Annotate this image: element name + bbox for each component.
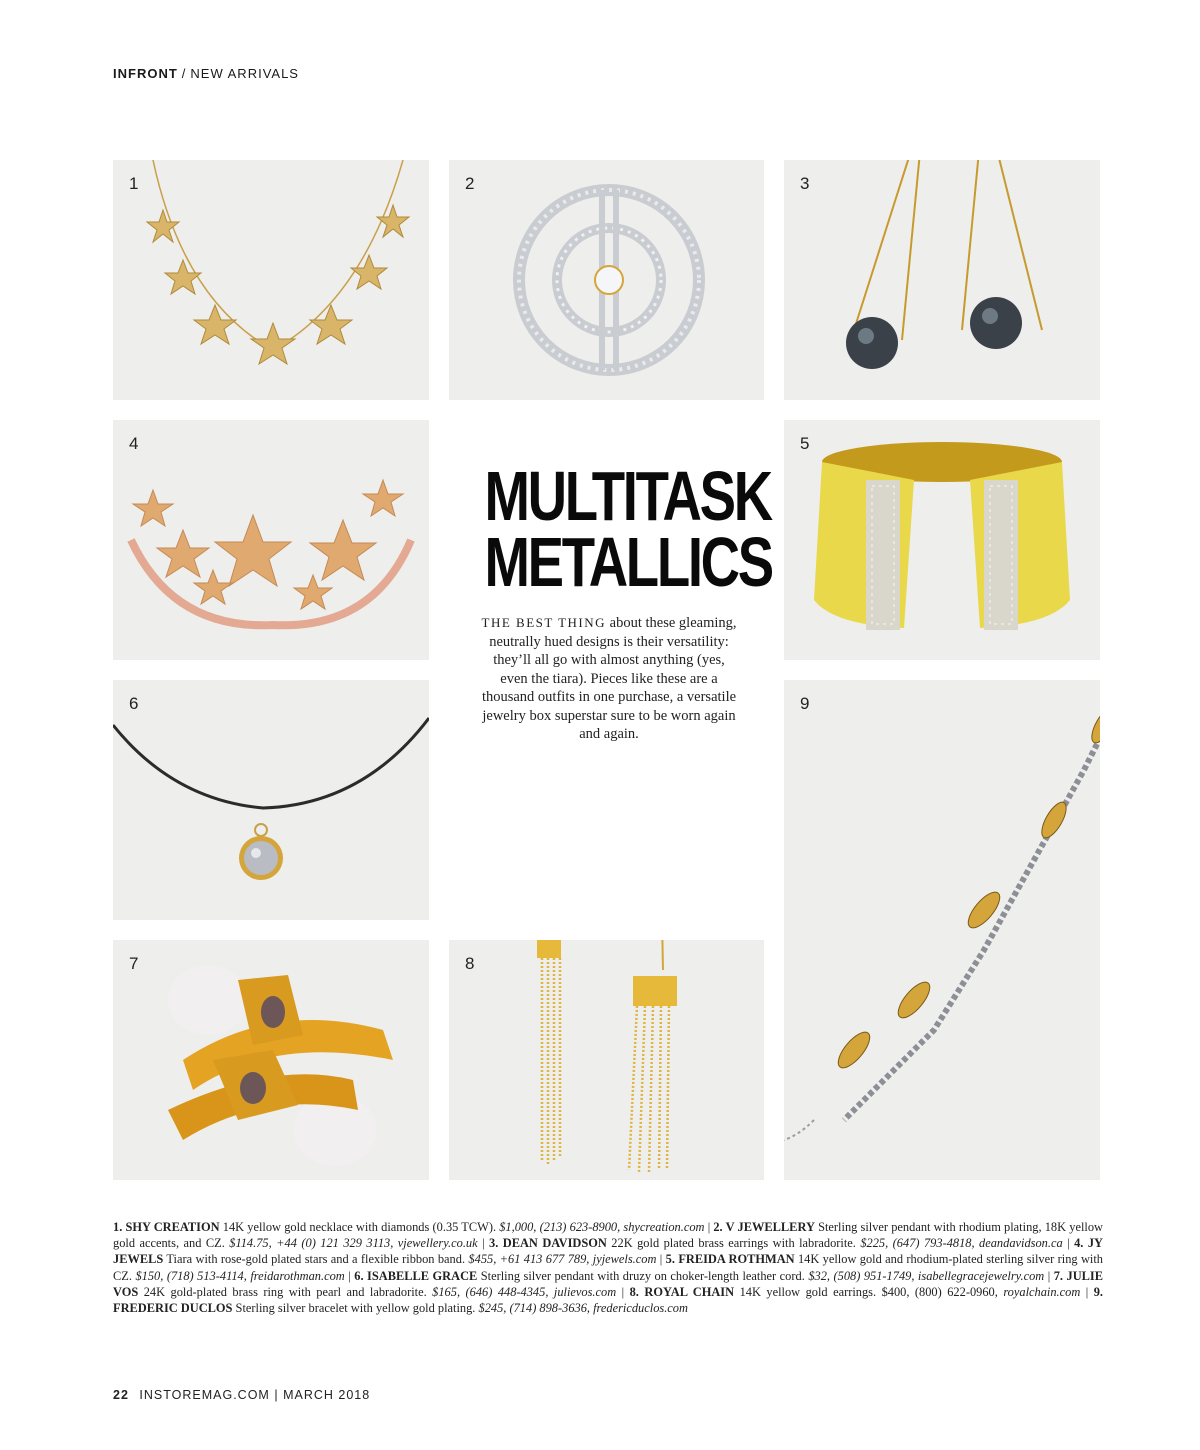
credit-separator: | [704,1220,714,1234]
credit-description: 22K gold plated brass earrings with labradorite. [606,1236,861,1251]
credit-separator: | [1062,1236,1075,1251]
drop-earrings-icon [784,160,1100,400]
credit-info[interactable]: $114.75, +44 (0) 121 329 3113, vjewellery.co.uk [229,1236,478,1251]
footer-separator: | [274,1388,279,1402]
credit-brand: 7. JULIE VOS [113,1268,1104,1299]
product-tile-3[interactable] [784,160,1100,400]
credit-description: 14K yellow gold and rhodium-plated sterling silver ring with CZ. [113,1252,1103,1283]
product-tile-6[interactable] [113,680,429,920]
credit-info[interactable]: royalchain.com [1003,1284,1081,1299]
credit-info[interactable]: $1,000, (213) 623-8900, shycreation.com [499,1220,705,1234]
credit-brand: 3. DEAN DAVIDSON [489,1236,607,1251]
section-name: INFRONT [113,66,178,81]
credit-description: 14K yellow gold earrings. $400, (800) 622-0960, [734,1284,1004,1299]
druzy-pendant-icon [113,680,429,920]
product-tile-1[interactable] [113,160,429,400]
star-necklace-icon [113,160,429,400]
tile-number: 2 [465,174,475,193]
product-tile-4[interactable] [113,420,429,660]
credit-brand: 8. ROYAL CHAIN [629,1284,735,1299]
circle-pendant-icon [449,160,764,400]
section-header [113,66,299,81]
product-tile-9[interactable] [784,680,1100,1180]
product-credits [113,1219,1103,1316]
page-number: 22 [113,1388,129,1402]
credit-description: Tiara with rose-gold plated stars and a flexible ribbon band. [163,1252,469,1267]
credit-info[interactable]: $32, (508) 951-1749, isabellegracejewelry.com [808,1268,1045,1283]
credit-brand: 4. JY JEWELS [113,1236,1103,1267]
credit-brand: 2. V JEWELLERY [713,1220,815,1234]
credit-info[interactable]: $225, (647) 793-4818, deandavidson.ca [860,1236,1063,1251]
credit-description: Sterling silver bracelet with yellow gold plating. [232,1301,479,1316]
credit-description: 14K yellow gold necklace with diamonds (0.35 TCW). [219,1220,500,1234]
tile-number: 7 [129,954,139,973]
intro-paragraph [478,614,740,744]
credit-separator: | [344,1268,355,1283]
credit-info[interactable]: $455, +61 413 677 789, jyjewels.com [468,1252,657,1267]
product-tile-8[interactable] [449,940,764,1180]
intro-lead: THE BEST THING [481,615,607,630]
tile-number: 8 [465,954,475,973]
product-tile-5[interactable] [784,420,1100,660]
pearl-ring-icon [113,940,429,1180]
credit-separator: | [656,1252,666,1267]
tassel-earrings-icon [449,940,764,1180]
title-line-2: METALLICS [484,523,772,601]
credit-brand: 5. FREIDA ROTHMAN [665,1252,795,1267]
credit-description: Sterling silver pendant with rhodium plating, 18K yellow gold accents, and CZ. [113,1220,1103,1251]
tile-number: 4 [129,434,139,453]
credit-brand: 9. FREDERIC DUCLOS [113,1284,1104,1316]
product-tile-2[interactable] [449,160,764,400]
product-tile-7[interactable] [113,940,429,1180]
intro-body: about these gleaming, neutrally hued designs is their versatility: they’ll all go with almost anything (yes, even the tiara). Pieces like these are a thousand outfits in one purchase, a versatile jewelry box superstar sure to be worn again and again. [481,615,737,742]
credit-separator: | [477,1236,490,1251]
subsection-name: NEW ARRIVALS [190,66,299,81]
credit-info[interactable]: $245, (714) 898-3636, fredericduclos.com [478,1301,688,1316]
page-title [484,457,772,601]
cuff-ring-icon [784,420,1100,660]
credit-info[interactable]: $150, (718) 513-4114, freidarothman.com [135,1268,345,1283]
tile-number: 9 [800,694,810,713]
credit-info[interactable]: $165, (646) 448-4345, julievos.com [432,1284,617,1299]
star-tiara-icon [113,420,429,660]
credit-brand: 6. ISABELLE GRACE [354,1268,478,1283]
credit-separator: | [616,1284,630,1299]
header-separator: / [181,66,187,81]
page-footer [113,1388,370,1402]
title-line-1: MULTITASK [484,457,771,535]
tile-number: 5 [800,434,810,453]
tile-number: 6 [129,694,139,713]
credit-separator: | [1080,1284,1094,1299]
tile-number: 3 [800,174,810,193]
footer-site[interactable]: INSTOREMAG.COM [139,1388,270,1402]
credit-brand: 1. SHY CREATION [113,1220,220,1234]
chain-bracelet-icon [784,680,1100,1180]
credit-description: Sterling silver pendant with druzy on choker-length leather cord. [477,1268,809,1283]
credit-separator: | [1044,1268,1054,1283]
tile-number: 1 [129,174,139,193]
footer-issue: MARCH 2018 [283,1388,371,1402]
credit-description: 24K gold-plated brass ring with pearl and labradorite. [138,1284,433,1299]
